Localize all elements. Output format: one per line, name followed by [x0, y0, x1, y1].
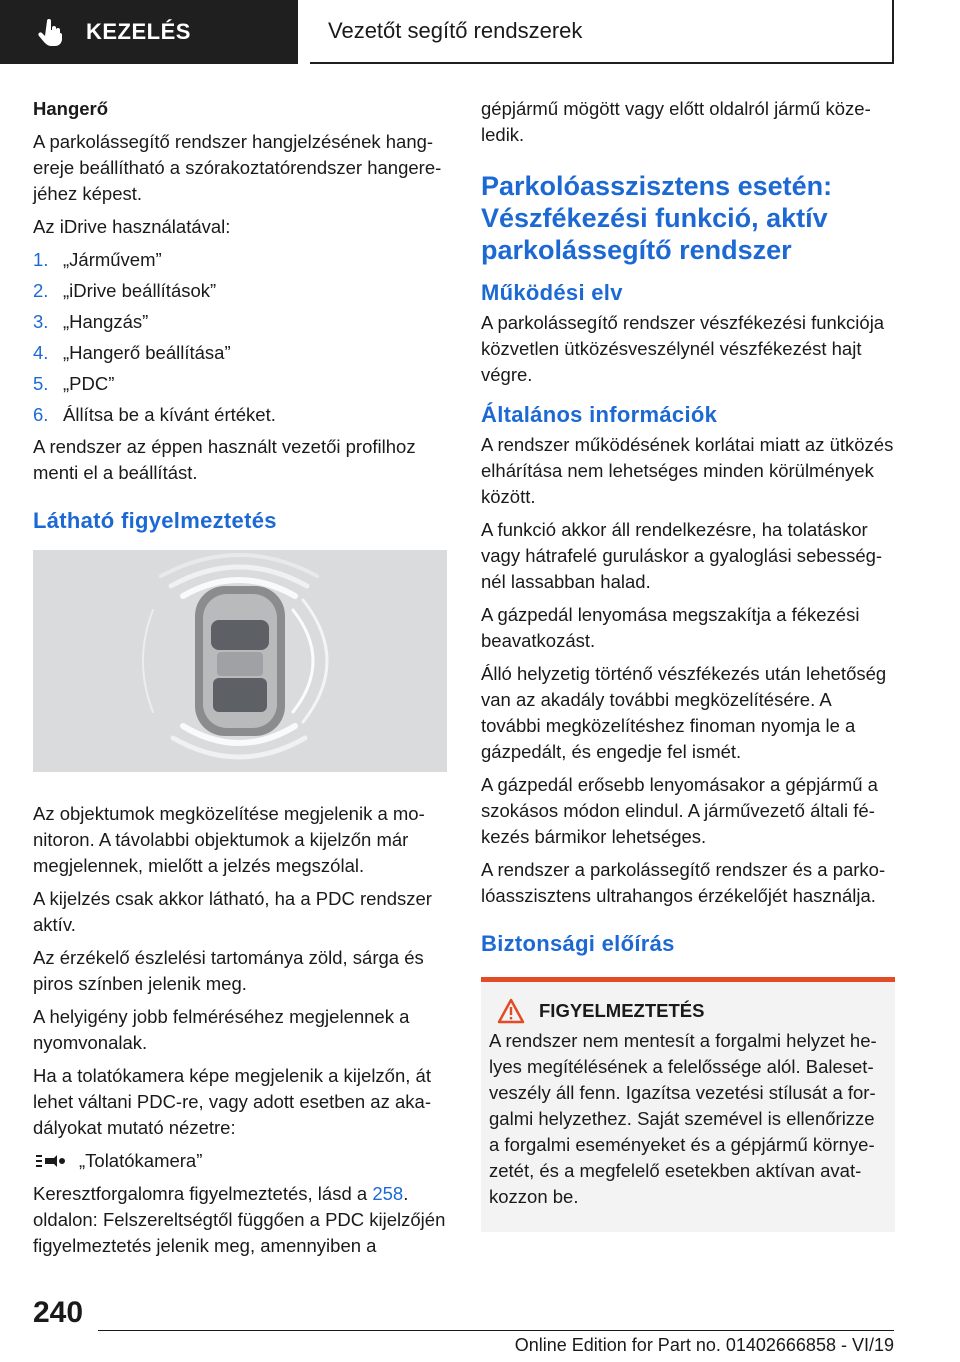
- rear-camera-icon: [33, 1150, 67, 1172]
- pdc-display-illustration: [33, 550, 447, 772]
- hand-pointer-icon: [36, 17, 66, 47]
- general-paragraph: A gázpedál lenyomása megszakítja a fékezési beavatkozást.: [481, 604, 860, 651]
- volume-heading: Hangerő: [33, 98, 109, 119]
- left-column: [33, 96, 447, 1266]
- continued-paragraph: gépjármű mögött vagy előtt oldalról jármű közeledik.: [481, 98, 871, 145]
- chapter-title: Vezetőt segítő rendszerek: [328, 18, 583, 43]
- page-link[interactable]: 258: [372, 1183, 404, 1204]
- camera-paragraph: Ha a tolatókamera képe megjelenik a kijelzőn, át lehet váltani PDC-re, vagy adott esetben az akadályokat mutató nézetre:: [33, 1065, 431, 1138]
- list-item: 1. „Járművem”: [33, 249, 162, 270]
- edition-note: Online Edition for Part no. 01402666858 - VI/19: [514, 1335, 894, 1355]
- safety-heading: Biztonsági előírás: [481, 931, 675, 956]
- chapter-title-box: [310, 0, 894, 64]
- principle-heading: Működési elv: [481, 280, 623, 305]
- camera-label: „Tolatókamera”: [79, 1150, 203, 1171]
- objects-paragraph: Az objektumok megközelítése megjelenik a monitoron. A távolabbi objektumok a kijelzőn már megjelennek, mielőtt a jelzés megszólal.: [33, 803, 425, 876]
- footer-divider: [98, 1330, 894, 1331]
- steps-list: [33, 247, 447, 428]
- warning-triangle-icon: [497, 998, 525, 1024]
- list-item: 6. Állítsa be a kívánt értéket.: [33, 404, 276, 425]
- list-item: 5. „PDC”: [33, 373, 115, 394]
- list-item: 4. „Hangerő beállítása”: [33, 342, 231, 363]
- principle-text: A parkolássegítő rendszer vészfékezési funkciója közvetlen ütközésveszélynél vészfékezést hajt végre.: [481, 312, 885, 385]
- cross-traffic-paragraph: Keresztforgalomra figyelmeztetés, lásd a 258. oldalon: Felszereltségtől függően a PDC kijelzőjén figyelmeztetés jelenik meg, amennyiben a: [33, 1183, 446, 1256]
- active-paragraph: A kijelzés csak akkor látható, ha a PDC rendszer aktív.: [33, 888, 432, 935]
- idrive-intro: Az iDrive használatával:: [33, 216, 231, 237]
- section-tab: [0, 0, 298, 64]
- warning-body: [489, 1028, 887, 1210]
- section-label: KEZELÉS: [86, 19, 191, 44]
- list-item: 2. „iDrive beállítások”: [33, 280, 217, 301]
- general-paragraph: Álló helyzetig történő vészfékezés után lehetőség van az akadály további megközelítésére. A további megközelítéshez finoman nyomja le a gázpedált, és engedje fel ismét.: [481, 663, 887, 762]
- warning-text: A rendszer nem mentesít a forgalmi helyzet helyes megítélésének a felelőssége alól. Balesetveszély áll fenn. Igazítsa vezetési stílusát a forgalmi helyzethez. Saját szemével is ellenőrizze a forgalmi eseményeket és a gépjármű környezetét, és a megfelelő esetekben aktívan avatkozzon be.: [489, 1030, 877, 1207]
- main-heading: Parkolóasszisztens esetén: Vészfékezési funkció, aktív parkolássegítő rendszer: [481, 171, 833, 265]
- warning-title: FIGYELMEZTETÉS: [489, 998, 887, 1024]
- general-paragraph: A funkció akkor áll rendelkezésre, ha tolatáskor vagy hátrafelé guruláskor a gyaloglási sebességnél lassabban halad.: [481, 519, 883, 592]
- profile-note: A rendszer az éppen használt vezetői profilhoz menti el a beállítást.: [33, 436, 416, 483]
- general-paragraph: A gázpedál erősebb lenyomásakor a gépjármű a szokásos módon elindul. A járművezető általi fékezés bármikor lehetséges.: [481, 774, 878, 847]
- right-column: [481, 96, 895, 1232]
- general-paragraph: A rendszer működésének korlátai miatt az ütközés elhárítása nem lehetséges minden körülmények között.: [481, 434, 894, 507]
- colors-paragraph: Az érzékelő észlelési tartománya zöld, sárga és piros színben jelenik meg.: [33, 947, 424, 994]
- lines-paragraph: A helyigény jobb felméréséhez megjelennek a nyomvonalak.: [33, 1006, 410, 1053]
- volume-text: A parkolássegítő rendszer hangjelzésének hangereje beállítható a szórakoztatórendszer hangerejéhez képest.: [33, 131, 442, 204]
- visual-warning-heading: Látható figyelmeztetés: [33, 508, 277, 533]
- list-item: 3. „Hangzás”: [33, 311, 149, 332]
- general-paragraph: A rendszer a parkolássegítő rendszer és a parkolóasszisztens ultrahangos érzékelőjét használja.: [481, 859, 886, 906]
- page-number: 240: [33, 1296, 84, 1329]
- general-heading: Általános információk: [481, 402, 718, 427]
- camera-option: [33, 1148, 447, 1174]
- warning-box: [481, 977, 895, 1232]
